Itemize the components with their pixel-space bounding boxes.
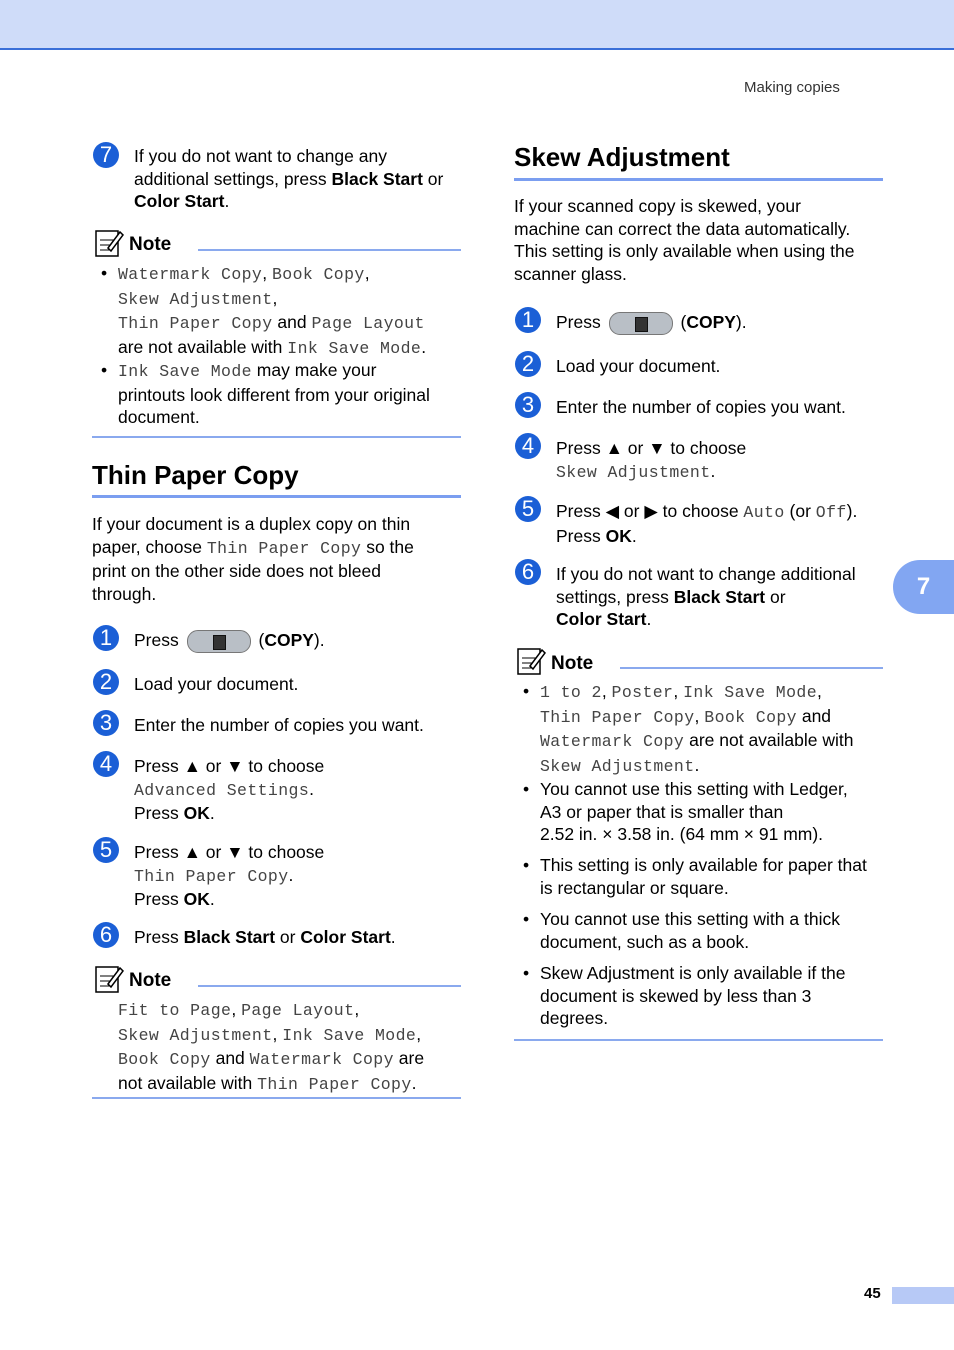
note-end-rule [92, 436, 461, 438]
note-bullet [101, 359, 463, 429]
text: Press [134, 889, 184, 909]
text: Press [134, 927, 184, 947]
line: degrees. [540, 1008, 609, 1028]
mono-term: 1 to 2 [540, 683, 602, 702]
line: document, such as a book. [540, 931, 750, 952]
step-6-text [134, 926, 396, 949]
bold-term: OK [183, 889, 210, 909]
running-header: Making copies [744, 79, 840, 96]
page-number-bar [892, 1287, 954, 1304]
text: are not available with [118, 336, 288, 357]
copy-button-icon [609, 312, 673, 335]
step-number: 1 [93, 625, 119, 651]
note-title: Note [129, 234, 172, 255]
line [556, 586, 886, 609]
bold-term: Color Start [300, 927, 391, 947]
line: print on the other side does not bleed [92, 561, 381, 581]
note-pencil-icon [516, 646, 546, 676]
line: You cannot use this setting with a thick [540, 909, 840, 929]
line [92, 536, 462, 561]
text: (or [784, 501, 816, 521]
mono-term: Book Copy [118, 1050, 211, 1069]
mono-term: Ink Save Mode [282, 1025, 417, 1045]
line [118, 998, 463, 1023]
text: Press [134, 630, 184, 650]
note-title: Note [129, 970, 172, 991]
mono-term: Thin Paper Copy [206, 538, 362, 558]
step-number: 7 [93, 142, 119, 168]
section-title: Thin Paper Copy [92, 460, 299, 490]
mono-term: Thin Paper Copy [134, 866, 289, 886]
text: , [694, 705, 705, 726]
text: . [209, 803, 215, 823]
bold-term: COPY [264, 630, 314, 650]
step-number: 2 [515, 351, 541, 377]
text: , [354, 999, 360, 1019]
text: . [411, 1072, 417, 1093]
line: This setting is only available for paper that [540, 855, 867, 875]
mono-term: Skew Adjustment [118, 289, 273, 309]
mono-term: Poster [611, 683, 674, 702]
mono-term: Thin Paper Copy [540, 707, 695, 727]
text: . [710, 460, 716, 481]
text: . [421, 336, 427, 357]
text: ). [846, 501, 858, 521]
bold-term: OK [183, 803, 210, 823]
line: If your scanned copy is skewed, your [514, 196, 801, 216]
bullet-dot: • [523, 779, 530, 799]
step-number: 3 [515, 392, 541, 418]
line: If your document is a duplex copy on thin [92, 514, 411, 534]
mono-term: Watermark Copy [249, 1050, 394, 1069]
text: , [673, 681, 684, 701]
text: , [817, 681, 822, 701]
step-6-text [556, 563, 886, 631]
text: ( [253, 630, 265, 650]
bold-term: Black Start [331, 168, 423, 189]
step-number: 1 [515, 307, 541, 333]
note-end-rule [92, 1097, 461, 1099]
mono-term: Book Copy [704, 707, 797, 727]
mono-term: Off [815, 503, 847, 522]
mono-term: Auto [743, 503, 785, 522]
line: scanner glass. [514, 263, 627, 284]
chapter-tab: 7 [893, 560, 954, 614]
note-bullet [523, 680, 885, 778]
text: . [288, 864, 294, 885]
line: Press ▲ or ▼ to choose [556, 438, 747, 458]
note-pencil-icon [94, 964, 124, 994]
note-end-rule [514, 1039, 883, 1041]
text: . [390, 927, 396, 947]
section-rule [514, 178, 883, 181]
line [118, 1047, 463, 1072]
text: so the [361, 536, 414, 557]
text: . [631, 525, 637, 546]
note-bullet [101, 262, 463, 360]
mono-term: Watermark Copy [540, 732, 685, 751]
line [540, 729, 885, 754]
line [134, 190, 464, 213]
text: , [364, 263, 370, 283]
text: Press [556, 525, 606, 546]
bold-term: Black Start [183, 927, 276, 947]
mono-term: Watermark Copy [118, 265, 263, 284]
text: . [209, 889, 215, 909]
section-rule [92, 495, 461, 498]
mono-term: Skew Adjustment [540, 756, 695, 776]
line [118, 336, 463, 361]
step-number: 5 [515, 496, 541, 522]
mono-term: Ink Save Mode [287, 338, 422, 358]
text: and [272, 312, 312, 332]
note-bullet [523, 778, 885, 846]
step-2-text: Load your document. [556, 356, 721, 376]
text: additional settings, press [134, 168, 332, 189]
line [556, 460, 746, 485]
line: document is skewed by less than 3 [540, 985, 812, 1006]
line [118, 311, 463, 336]
note-bullet [523, 908, 885, 953]
bold-term: Color Start [134, 191, 225, 211]
line [556, 525, 857, 548]
mono-term: Book Copy [271, 265, 365, 284]
text: , [601, 681, 612, 701]
bullet-dot: • [523, 909, 530, 929]
text: not available with [118, 1072, 258, 1093]
mono-term: Page Layout [241, 1001, 355, 1020]
text: or [765, 586, 786, 607]
bullet-dot: • [523, 963, 530, 983]
line: If you do not want to change any [134, 146, 387, 166]
text: settings, press [556, 586, 674, 607]
step-4-text [556, 437, 746, 484]
line [118, 1072, 463, 1097]
bold-term: Black Start [673, 586, 766, 607]
mono-term: Page Layout [311, 314, 425, 333]
line [556, 500, 857, 525]
line: machine can correct the data automatically. [514, 218, 851, 239]
step-number: 3 [93, 710, 119, 736]
line [118, 287, 463, 312]
text: . [694, 754, 700, 775]
section-intro [514, 195, 889, 285]
text: . [646, 609, 652, 629]
line: is rectangular or square. [540, 877, 729, 898]
text: ). [313, 630, 325, 650]
step-number: 4 [515, 433, 541, 459]
line: 2.52 in. × 3.58 in. (64 mm × 91 mm). [540, 824, 824, 844]
text: or [422, 168, 444, 189]
line [134, 888, 324, 911]
line [118, 359, 463, 384]
text: ). [735, 312, 747, 332]
note-pencil-icon [94, 228, 124, 258]
text: ( [675, 312, 687, 332]
step-1-text [134, 629, 325, 653]
step-5-text [556, 500, 857, 547]
top-header-band [0, 0, 954, 50]
text: , [231, 999, 242, 1019]
note-rule [198, 249, 461, 251]
line: document. [118, 407, 200, 427]
step-1-text [556, 311, 747, 335]
mono-term: Ink Save Mode [683, 683, 818, 702]
bold-term: OK [605, 525, 632, 546]
mono-term: Thin Paper Copy [118, 314, 273, 333]
line [134, 864, 324, 889]
line: Skew Adjustment is only available if the [540, 963, 846, 983]
mono-term: Skew Adjustment [556, 462, 711, 482]
bullet-dot: • [101, 360, 108, 380]
page-number: 45 [864, 1285, 881, 1302]
bullet-dot: • [523, 681, 530, 701]
line [540, 705, 885, 730]
section-intro [92, 513, 462, 605]
line: You cannot use this setting with Ledger, [540, 779, 848, 799]
mono-term: Ink Save Mode [118, 362, 252, 381]
note-bullet [523, 962, 885, 1030]
note-rule [620, 667, 883, 669]
text: paper, choose [92, 536, 207, 557]
step-number: 6 [93, 922, 119, 948]
line: This setting is only available when using the [514, 241, 855, 261]
step-2-text: Load your document. [134, 674, 299, 694]
mono-term: Thin Paper Copy [257, 1074, 412, 1094]
note-bullet [523, 854, 885, 899]
text: . [224, 191, 230, 211]
text: and [210, 1048, 250, 1068]
note-rule [198, 985, 461, 987]
step-7-text [134, 145, 464, 213]
text: . [309, 778, 315, 799]
line [540, 754, 885, 779]
mono-term: Advanced Settings [134, 780, 310, 800]
step-number: 2 [93, 669, 119, 695]
step-number: 4 [93, 751, 119, 777]
bullet-dot: • [523, 855, 530, 875]
text: are not available with [684, 730, 854, 750]
line: If you do not want to change additional [556, 564, 856, 584]
step-4-text [134, 755, 324, 825]
section-title: Skew Adjustment [514, 142, 730, 172]
text: Press [556, 312, 606, 332]
line: A3 or paper that is smaller than [540, 801, 784, 822]
step-3-text: Enter the number of copies you want. [134, 715, 424, 735]
line: printouts look different from your original [118, 384, 430, 405]
step-number: 5 [93, 837, 119, 863]
text: may make your [251, 360, 377, 380]
line: Press ▲ or ▼ to choose [134, 842, 325, 862]
mono-term: Skew Adjustment [118, 1025, 273, 1045]
step-5-text [134, 841, 324, 911]
line [134, 168, 464, 191]
text: are [393, 1048, 425, 1068]
line [540, 680, 885, 705]
bullet-dot: • [101, 263, 108, 283]
text: Press [134, 803, 184, 823]
text: or [275, 927, 301, 947]
step-number: 6 [515, 559, 541, 585]
line [134, 778, 324, 803]
text: , [416, 1023, 422, 1044]
line: through. [92, 583, 157, 604]
step-3-text: Enter the number of copies you want. [556, 397, 846, 417]
mono-term: Fit to Page [118, 1001, 232, 1020]
note-body [118, 998, 463, 1096]
text: , [272, 287, 278, 308]
note-title: Note [551, 653, 594, 674]
line [118, 1023, 463, 1048]
line [118, 262, 463, 287]
text: and [796, 705, 832, 726]
bold-term: COPY [686, 312, 736, 332]
text: Press ◀ or ▶ to choose [556, 501, 744, 521]
text: , [272, 1023, 283, 1044]
line [134, 802, 324, 825]
copy-button-icon [187, 630, 251, 653]
line: Press ▲ or ▼ to choose [134, 756, 325, 776]
bold-term: Color Start [556, 609, 647, 629]
text: , [262, 263, 272, 283]
line [556, 608, 886, 631]
